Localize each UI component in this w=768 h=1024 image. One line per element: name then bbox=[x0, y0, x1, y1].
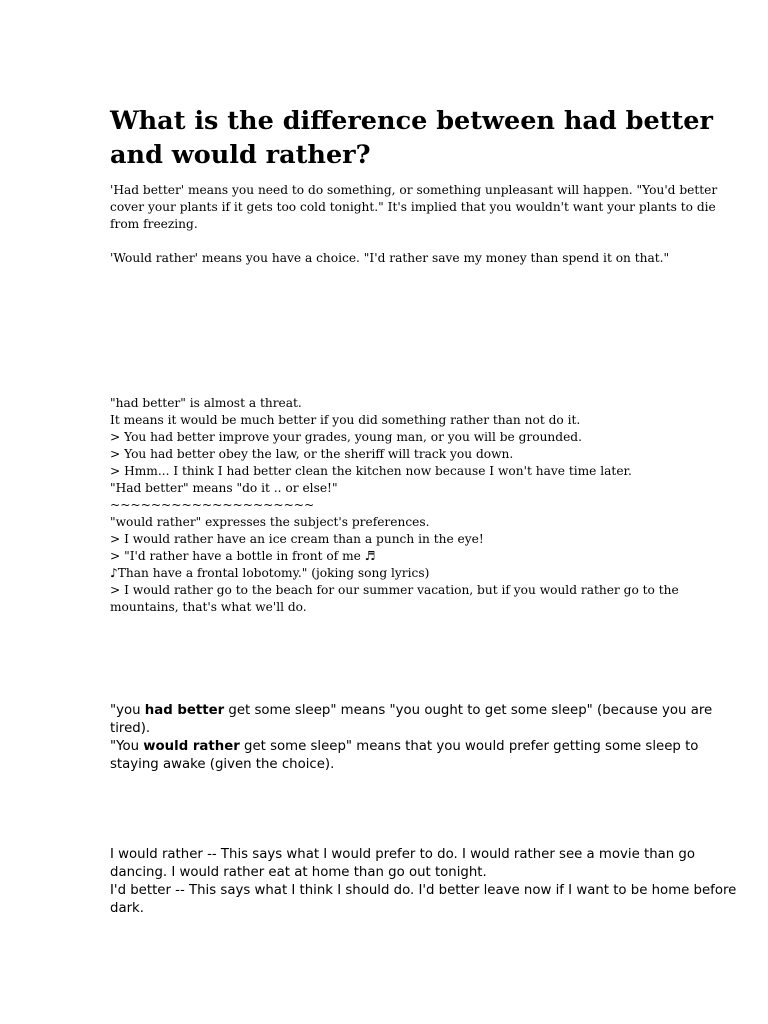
answer-2-line: ♪Than have a frontal lobotomy." (joking song lyrics) bbox=[110, 566, 430, 580]
answer-2-line: "would rather" expresses the subject's preferences. bbox=[110, 515, 430, 529]
answer-2-line: > I would rather have an ice cream than a punch in the eye! bbox=[110, 532, 484, 546]
bold-term: would rather bbox=[143, 739, 240, 754]
answer-4-paragraph-2: I'd better -- This says what I think I should do. I'd better leave now if I want to be home before dark. bbox=[110, 883, 737, 916]
text-segment: get some sleep" means "you ought to get some sleep" (because you are tired). bbox=[110, 703, 713, 736]
answer-3 bbox=[110, 702, 740, 774]
answer-1-paragraph-1: 'Had better' means you need to do something, or something unpleasant will happen. "You'd better cover your plants if it gets too cold tonight." It's implied that you wouldn't want your plants to die from freezing. bbox=[110, 183, 718, 231]
answer-1 bbox=[110, 182, 740, 267]
answer-2 bbox=[110, 395, 740, 616]
answer-2-line: > You had better improve your grades, young man, or you will be grounded. bbox=[110, 430, 582, 444]
answer-2-line: > You had better obey the law, or the sheriff will track you down. bbox=[110, 447, 514, 461]
answer-2-line: > I would rather go to the beach for our summer vacation, but if you would rather go to the mountains, that's what we'll do. bbox=[110, 583, 679, 614]
text-segment: "You bbox=[110, 739, 144, 754]
answer-4 bbox=[110, 846, 740, 918]
answer-2-line: > Hmm... I think I had better clean the kitchen now because I won't have time later. bbox=[110, 464, 632, 478]
page-title: What is the difference between had better and would rather? bbox=[110, 106, 713, 170]
text-segment: "you bbox=[110, 703, 145, 718]
answer-2-divider: ~~~~~~~~~~~~~~~~~~~~ bbox=[110, 498, 315, 512]
text-segment: get some sleep" means that you would prefer getting some sleep to staying awake (given the choice). bbox=[110, 739, 699, 772]
answer-4-paragraph-1: I would rather -- This says what I would prefer to do. I would rather see a movie than go dancing. I would rather eat at home than go out tonight. bbox=[110, 847, 696, 880]
answer-2-line: "had better" is almost a threat. bbox=[110, 396, 302, 410]
answer-3-line-1 bbox=[110, 702, 740, 738]
bold-term: had better bbox=[144, 703, 225, 718]
answer-2-line: It means it would be much better if you did something rather than not do it. bbox=[110, 413, 581, 427]
answer-2-line: > "I'd rather have a bottle in front of me ♬ bbox=[110, 549, 376, 563]
answer-3-line-2 bbox=[110, 738, 740, 774]
answer-1-paragraph-2: 'Would rather' means you have a choice. "I'd rather save my money than spend it on that." bbox=[110, 251, 670, 265]
answer-2-line: "Had better" means "do it .. or else!" bbox=[110, 481, 338, 495]
